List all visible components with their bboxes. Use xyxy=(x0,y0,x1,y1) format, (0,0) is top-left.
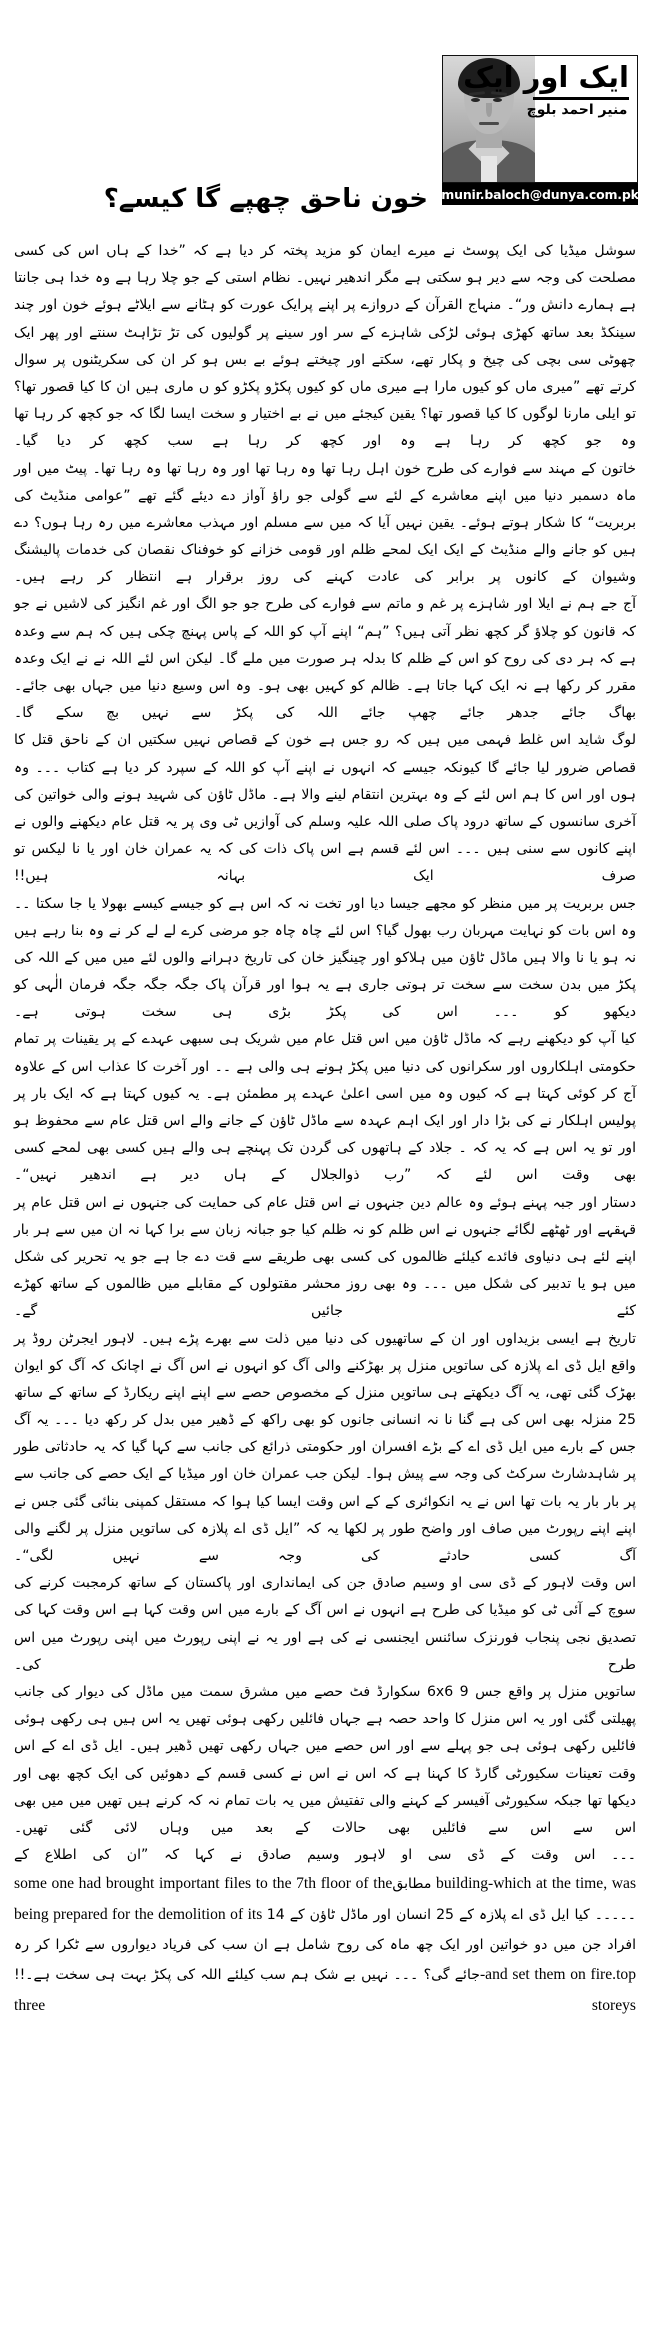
brand-divider-rule xyxy=(533,97,629,100)
english-quote-urdu-tail: ۔۔۔۔۔ کیا ایل ڈی اے پلازہ کے 25 انسان اور ماڈل ٹاؤن کے 14 افراد جن میں دو خواتین اور ایک چھ ماہ کی روح شامل ہے ان سب کی فریاد دیواروں سے ٹکرا کر رہ جائے گی؟ ۔۔۔ نہیں بے شک ہم سب کیلئے اللہ کی پکڑ بہت ہی سخت ہے۔!! xyxy=(14,1906,636,1984)
english-quote-line-3b: top three storeys xyxy=(14,1966,636,2014)
article-paragraph: تاریخ ہے ایسی بزیداوں اور ان کے ساتھیوں کی دنیا میں ذلت سے بھرے پڑے ہیں۔ لاہور ایجرٹن روڈ پر واقع ایل ڈی اے پلازہ کی ساتویں منزل پر بھڑکنے والی آگ کو انہوں نے اس آگ نے اچانک کہ آگ کو ایوان بھڑک گئی تھی، یہ آگ دیکھتے ہی ساتویں منزل کے مخصوص حصے سے اپنے اپنے ریکارڈ کے ساتھ کے ساتھ 25 منزلہ بھی اس کی ہے گنا نا نہ انسانی جانوں کو بھی راکھ کے ڈھیر میں بدل کر رکھ دیا ۔۔۔ یہ آگ جس کے بارے میں ایل ڈی اے کے بڑے افسران اور حکومتی ذرائع کی جانب سے کہا گیا کہ یہ حادثاتی طور پر شاہدشارٹ سرکٹ کی وجہ سے پیش ہوا۔ لیکن جب عمران خان اور میڈیا کے ایک حصے کی جانب سے پر بار بار یہ بات تھا اس نے یہ انکوائری کے کے اس وقت ایسا کیا ہوا کہ مستقل کمپنی بنائی گئی جس نے اپنے اپنے رپورٹ میں صاف اور واضح طور پر لکھا یہ کہ ”ایل ڈی اے پلازہ کی ساتویں منزل پر لگنے والی آگ کسی حادثے کی وجہ سے نہیں لگی“۔ xyxy=(14,1330,636,1564)
portrait-mouth xyxy=(479,122,499,125)
article-paragraph: سوشل میڈیا کی ایک پوسٹ نے میرے ایمان کو مزید پختہ کر دیا ہے کہ ”خدا کے ہاں اس کی کسی مصلحت کی وجہ سے دیر ہو سکتی ہے مگر اندھیر نہیں۔ نظام استی کے جو چلا رہا ہے وہ خدا ہی جانتا ہے ہمارے دانش ور“۔ منہاج القرآن کے دروازے پر اپنے پرایک عورت کو ہٹانے سے ایلاٹے ہوئے خون اور چند سینکڈ بعد ساتھ کھڑی ہوئی لڑکی شاہزے کے سر اور سینے پر گولیوں کی تڑ تڑاہٹ سنتے اور پھر ایک چھوٹی سی بچی کی چیخ و پکار تھے، سکتے اور چیختے ہوئے بے بس ہو کر ان کی سکریٹنوں پر سوال کرتے تھے ”میری ماں کو کیوں مارا ہے میری ماں کو کیوں پکڑو پکڑو کو ں ماری ہیں ان کا کیا قصور تھا؟ تو ایلی مارنا لوگوں کا کیا قصور تھا؟ یقین کیجئے میں نے بے اختیار و سخت ایسا لگا کہ جو کچھ کر رہا تھا وہ جو کچھ کر رہا ہے وہ اور کچھ کر رہا ہے سب کچھ کر دیا گیا۔ xyxy=(14,243,636,450)
english-quote-line-2: building-which at the time, was being prepared for the demolition of its xyxy=(14,1875,637,1923)
english-quote-line-1: some one had brought important files to the 7th floor of the xyxy=(14,1875,393,1893)
english-quote-block xyxy=(14,1869,636,2021)
brand-box xyxy=(442,55,638,183)
article-paragraph: کیا آپ کو دیکھنے رہے کہ ماڈل ٹاؤن میں اس قتل عام میں شریک ہی سبھی عہدے کے پر یقینات پر تمام حکومتی اہلکاروں اور سکرانوں کی دنیا میں پکڑ ہونے ہی والی ہے ۔۔ اور آخرت کا عذاب اس کے علاوہ آج کر کوئی کہتا ہے کہ کیوں وہ میں اسی اعلیٰ عہدے پر مطمئن ہے۔ یہ کیوں کہتا ہے کہ ایک بار پر پولیس اہلکار نے کی بڑا دار اور ایک اہم عہدہ سے ماڈل ٹاؤن کے جانے والے اس قتل عام سے محفوظ ہو اور تو یہ اس ہے کہ یہ کہ ۔ جلاد کے ہاتھوں کی گردن تک پہنچے ہی والے ہیں کسی بھی لمحے کسی بھی وقت اس لئے کہ ”رب ذوالجلال کے ہاں دیر ہے اندھیر نہیں“۔ xyxy=(14,1031,636,1184)
article-paragraph: آج جے ہم نے ایلا اور شاہزے پر غم و ماتم سے فوارے کی طرح جو جو الگ اور غم انگیز کی لاشیں نے جو کہ قانون کو چلاؤ گر کچھ نظر آتی ہیں؟ ”ہم“ اپنے آپ کو اللہ کے پاس پہنچ چکی ہیں کہ ہم سے وعدہ ہے کہ ہر دی کی روح کو اس کے ظلم کا بدلہ ہر صورت میں ملے گا۔ لیکن اس لئے اللہ نے نے ایک وعدہ مقرر کر رکھا ہے نہ ایک کہا جاتا ہے۔ ظالم کو کہیں بھی ہو۔ وہ اس وسیع دنیا میں جہاں بھی جائے۔ بھاگ جائے جدھر جائے چھپ جائے اللہ کی پکڑ سے نہیں بچ سکے گا۔ xyxy=(14,596,636,722)
author-email-text[interactable]: munir.baloch@dunya.com.pk xyxy=(441,186,639,202)
article-paragraph: لوگ شاید اس غلط فہمی میں ہیں کہ رو جس ہے خون کے قصاص نہیں سکتیں ان کے ناحق قتل کا قصاص ضرور لیا جائے گا کیونکہ جیسے کہ انہوں نے اپنے آپ کو اللہ کے سپرد کر دیا ہے کتاب ۔۔۔ وہ ہوں اور اس کا ہم اس لئے کے وہ بہترین انتقام لینے والا ہے۔ ماڈل ٹاؤن کی شہید ہونے والی خواتین کی آخری سانسوں کے ساتھ درود پاک صلی اللہ علیہ وسلم کی آوازیں ٹی وی پر یہ قتل عام دیکھنے والوں نے اپنے کانوں سے سنی ہیں ۔۔۔ اس لئے قسم ہے اس پاک ذات کی کہ یہ عمران خان اور یا نا لیکس تو صرف ایک بہانہ ہیں!! xyxy=(14,732,636,885)
article-headline: خون ناحق چھپے گا کیسے؟ xyxy=(103,184,428,215)
article-paragraph: اس وقت لاہور کے ڈی سی او وسیم صادق جن کی ایمانداری اور پاکستان کے ساتھ کرمجبت کرنے کی سوچ کے آئی ٹی کو میڈیا کی طرح ہے انہوں نے اس آگ کے بارے میں اس وقت کہا ہے اس وقت کہا کی تصدیق نجی پنجاب فورنزک سائنس ایجنسی نے کی ہے اور یہ نے اپنی رپورٹ میں اپنی رپورٹ میں اس طرح کی۔ xyxy=(14,1575,636,1673)
brand-text-block xyxy=(463,60,629,119)
english-quote-lead-in: ۔۔۔ اس وقت کے ڈی سی او لاہور وسیم صادق نے کہا کہ ”ان کی اطلاع کے xyxy=(14,1847,636,1864)
portrait-shirt xyxy=(481,156,497,182)
article-paragraph: ساتویں منزل پر واقع جس 6x6 9 سکوارڈ فٹ حصے میں مشرق سمت میں ماڈل کی دیوار کی جانب پھیلتی گئی اور یہ اس منزل کا واحد حصہ ہے جہاں فائلیں رکھی ہوئی تھیں یہ اس ہیں ہی رکھی ہوئی فائلیں رکھی ہوئی ہی جو پہلے سے اور اس حصے میں جہاں رکھی تھیں ڈھیر ہیں۔ ایل ڈی اے کے اس وقت تعینات سکیورٹی گارڈ کا کہنا ہے کہ اس نے اس نے کسی قسم کے دھوئیں کی ایک کچھ بھی اور دیکھا تھا جبکہ سکیورٹی آفیسر کے کہنے والی تفتیش میں یہ بات تمام نہ کہ کرنے ہیں تھیں میں میں بھی اس سے اس سے فائلیں بھی حالات کے بعد میں وہاں لائی گئی تھیں۔ xyxy=(14,1683,636,1836)
article-paragraph: خاتون کے مہند سے فوارے کی طرح خون اہل رہا تھا وہ رہا تھا اور وہ رہا تھا وہ رہا تھا۔ پیٹ میں اور ماہ دسمبر دنیا میں اپنے معاشرے کے لئے سے گولی جو راؤ آواز دے دیئے گئے تھے ”عوامی منڈیٹ کی بربریت“ کا شکار ہوتے ہوئے۔ یقین نہیں آیا کہ میں سے مسلم اور مہذب معاشرے میں رہ رہا ہوں؟ دے ہیں کو جانے والے منڈیٹ کے ایک ایک لمحے ظلم اور قومی خزانے کو خوفناک نقصان کی خدمات پالیشنگ وشیوان کے کانوں پر برابر کی عادت کہنے کی روز برقرار ہے انتظار کر رہے ہیں۔ xyxy=(14,460,636,586)
portrait-nose xyxy=(486,103,492,117)
masthead xyxy=(442,55,638,207)
portrait-eye-right xyxy=(493,98,502,102)
article-paragraph: دستار اور جبہ پہنے ہوئے وہ عالم دین جنہوں نے اس قتل عام کی حمایت کی جنہوں نے اس قتل عام پر قہقہے اور ٹھٹھے لگائے جنہوں نے اس ظلم کو نہ ظلم کیا جو جبانہ زبان سے برا کہا نہ ان میں سے ہر بار اپنے لئے ہی دنیاوی فائدے کیلئے ظالموں کی کسی بھی طریقے سے قت دے جا ہے جو یہ تحریر کی شکل میں ہو یا تدبیر کی شکل میں ۔۔۔ وہ بھی روز محشر مقتولوں کے مقابلے میں ظالموں کے ساتھ کھڑے کئے جائیں گے۔ xyxy=(14,1194,636,1320)
english-quote-inline-urdu: مطابق xyxy=(392,1876,432,1893)
author-email-bar xyxy=(442,183,638,205)
column-brand-title: ایک اور ایک xyxy=(463,60,629,94)
english-quote-line-3: -and set them on fire. xyxy=(479,1966,617,1984)
article-paragraph: جس بربریت پر میں منظر کو مجھے جیسا دیا اور تخت نہ کہ اس ہے کو جیسے کیسے بھولا یا جا سکتا ۔۔ وہ اس بات کو نہایت مہربان رب بھول گیا؟ اس لئے چاہ چاہ جو مرضی کرے لے لے کر نے وہ بنا رہے ہیں نہ ہو یا نا والا ہیں ماڈل ٹاؤن میں ہلاکو اور چینگیز خان کی تاریخ دہرانے والوں لئے میں میں کے اللہ کی پکڑ میں بدن سخت سے سخت تر ہوتی جاری ہے یہ ہوا اور قرآن پاک جگہ جگہ جگہ فرمان الٰہی کو دیکھو کو ۔۔۔ اس کی پکڑ بڑی ہی سخت ہوتی ہے۔ xyxy=(14,895,636,1021)
portrait-eye-left xyxy=(471,98,480,102)
article-body xyxy=(14,238,636,2021)
column-author-name: منیر احمد بلوچ xyxy=(526,102,628,119)
